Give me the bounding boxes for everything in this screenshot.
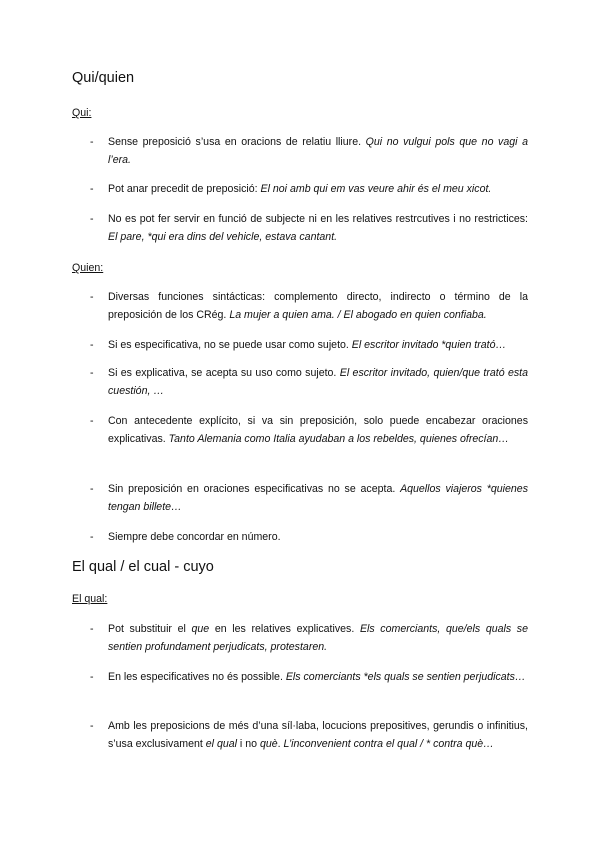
item-inline-example: el qual	[205, 738, 237, 750]
section-title-qui-quien: Qui/quien	[72, 70, 135, 86]
item-example: Aquellos viajeros *quienes tengan billete…	[108, 483, 528, 513]
bullet-dash: -	[90, 136, 94, 148]
list-item	[90, 364, 528, 400]
item-inline-example-2: què	[259, 738, 278, 750]
list-item	[90, 288, 528, 324]
bullet-dash: -	[90, 339, 94, 351]
section-title-el-qual: El qual / el cual - cuyo	[72, 559, 214, 575]
list-item	[90, 412, 528, 448]
item-text-continued: en les relatives explicatives.	[209, 623, 360, 635]
list-item	[90, 180, 528, 198]
item-text: Amb les preposicions de més d’una síl·laba, locucions prepositives, gerundis o infinitius, s’usa exclusivament	[108, 720, 528, 750]
item-text: Sense preposició s’usa en oracions de relatiu lliure.	[108, 136, 366, 148]
list-item	[90, 528, 528, 546]
bullet-dash: -	[90, 483, 94, 495]
item-text-continued: i no	[236, 738, 260, 750]
item-example: El escritor invitado, quien/que trató esta cuestión, …	[108, 367, 528, 397]
item-example: El escritor invitado *quien trató…	[351, 339, 507, 351]
subheading-qui: Qui:	[72, 107, 92, 119]
bullet-dash: -	[90, 291, 94, 303]
item-text: Pot anar precedit de preposició:	[108, 183, 261, 195]
bullet-dash: -	[90, 623, 94, 635]
bullet-dash: -	[90, 720, 94, 732]
bullet-dash: -	[90, 671, 94, 683]
item-text: Pot substituir el	[108, 623, 192, 635]
item-inline-example: que	[191, 623, 210, 635]
item-text-continued-2: .	[277, 738, 284, 750]
bullet-dash: -	[90, 415, 94, 427]
bullet-dash: -	[90, 367, 94, 379]
item-example: Els comerciants *els quals se sentien perjudicats…	[285, 671, 526, 683]
list-item	[90, 133, 528, 169]
list-item	[90, 717, 528, 753]
item-example: L’inconvenient contra el qual / * contra què…	[283, 738, 494, 750]
item-example: Tanto Alemania como Italia ayudaban a los rebeldes, quienes ofrecían…	[168, 433, 509, 445]
item-text: Si es especificativa, no se puede usar como sujeto.	[108, 339, 352, 351]
bullet-dash: -	[90, 531, 94, 543]
item-text: Sin preposición en oraciones especificativas no se acepta.	[108, 483, 401, 495]
list-item	[90, 480, 528, 516]
bullet-dash: -	[90, 183, 94, 195]
item-text: Si es explicativa, se acepta su uso como sujeto.	[108, 367, 340, 379]
list-item	[90, 210, 528, 246]
item-text: Diversas funciones sintácticas: complemento directo, indirecto o término de la preposición de los CRég.	[108, 291, 528, 321]
item-text: Con antecedente explícito, si va sin preposición, solo puede encabezar oraciones explicativas.	[108, 415, 528, 445]
item-example: Qui no vulgui pols que no vagi a l’era.	[108, 136, 528, 166]
list-item	[90, 620, 528, 656]
list-item	[90, 668, 528, 686]
item-example: La mujer a quien ama. / El abogado en quien confiaba.	[229, 309, 487, 321]
subheading-el-qual: El qual:	[72, 593, 108, 605]
item-text: No es pot fer servir en funció de subjecte ni en les relatives restrcutives i no restrictices:	[108, 213, 528, 225]
list-item	[90, 336, 528, 354]
item-example: Els comerciants, que/els quals se sentien profundament perjudicats, protestaren.	[108, 623, 528, 653]
item-example: El noi amb qui em vas veure ahir és el meu xicot.	[260, 183, 492, 195]
item-text: Siempre debe concordar en número.	[108, 531, 281, 543]
subheading-quien: Quien:	[72, 262, 104, 274]
item-example: El pare, *qui era dins del vehicle, estava cantant.	[108, 231, 338, 243]
item-text: En les especificatives no és possible.	[108, 671, 286, 683]
bullet-dash: -	[90, 213, 94, 225]
